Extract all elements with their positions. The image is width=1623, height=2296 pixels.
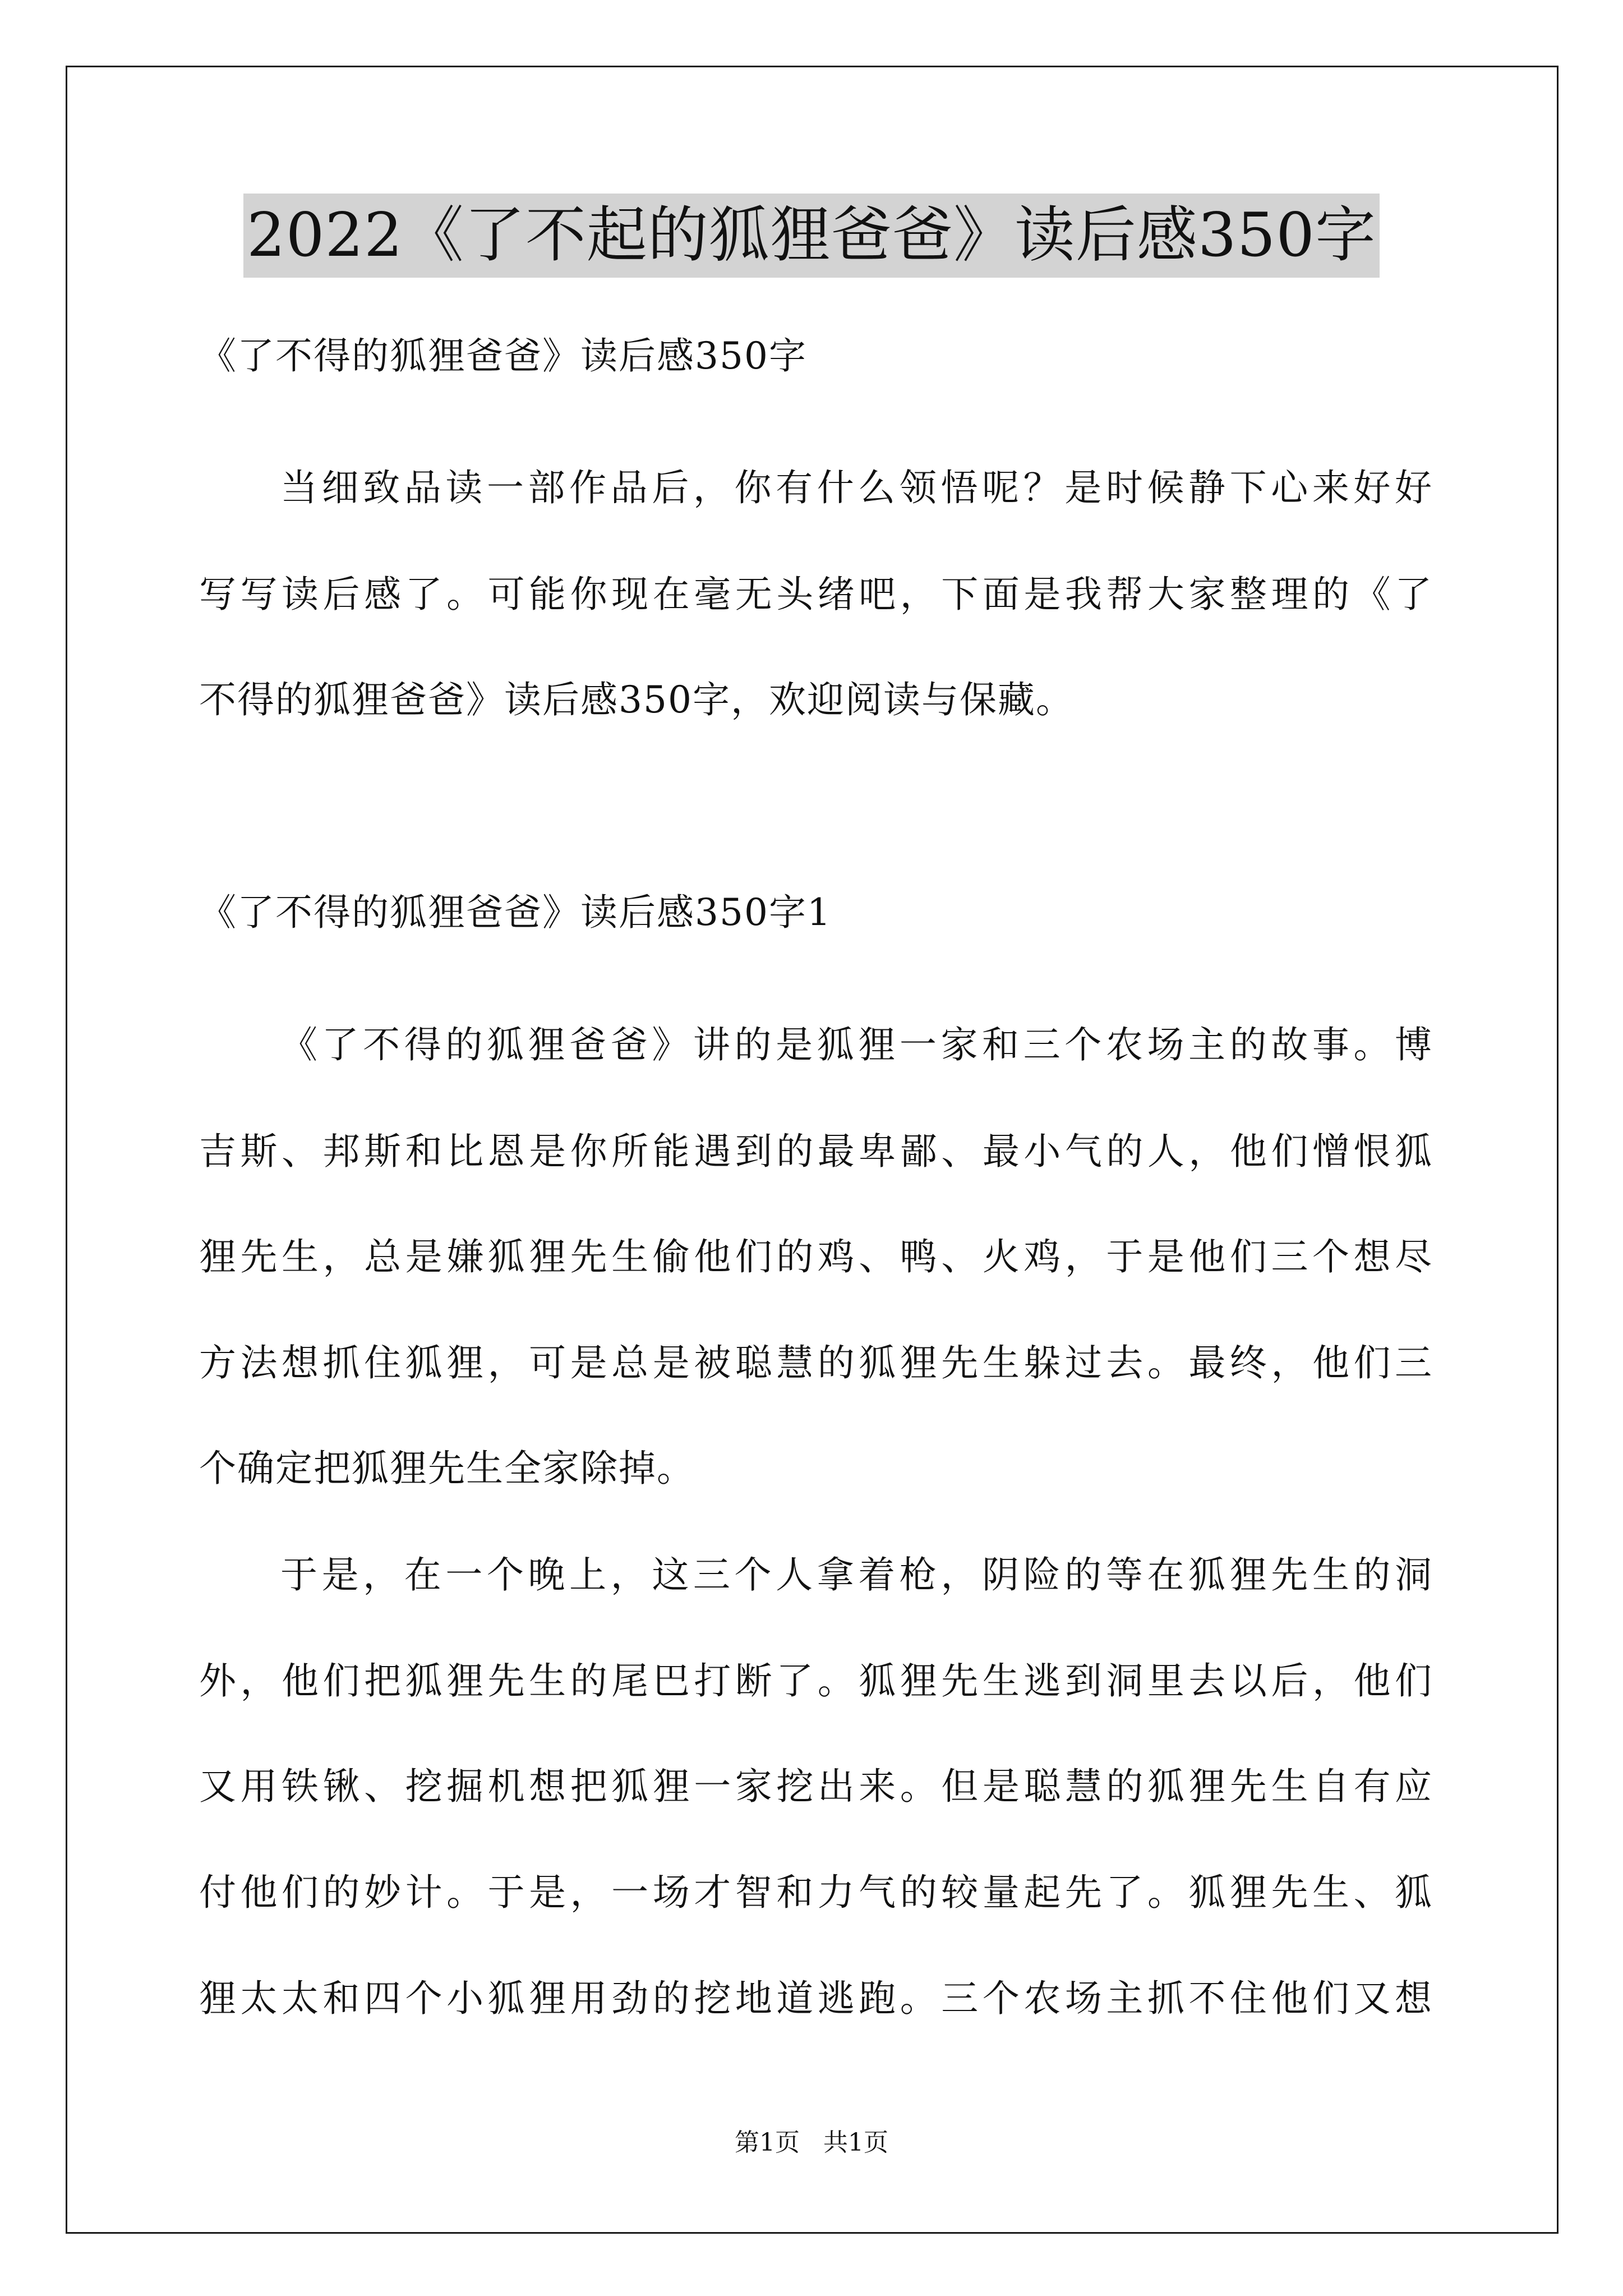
paragraph-2-line-5: 狸太太和四个小狐狸用劲的挖地道逃跑。三个农场主抓不住他们又想 [199,1977,1433,2020]
paragraph-2-line-1: 于是，在一个晚上，这三个人拿着枪，阴险的等在狐狸先生的洞 [280,1553,1433,1596]
paragraph-1-line-3: 狸先生，总是嫌狐狸先生偷他们的鸡、鸭、火鸡，于是他们三个想尽 [199,1235,1433,1278]
paragraph-1-line-4: 方法想抓住狐狸，可是总是被聪慧的狐狸先生躲过去。最终，他们三 [199,1341,1433,1384]
paragraph-1-line-5: 个确定把狐狸先生全家除掉。 [199,1447,695,1490]
paragraph-2-line-3: 又用铁锹、挖掘机想把狐狸一家挖出来。但是聪慧的狐狸先生自有应 [199,1765,1433,1808]
intro-line-3: 不得的狐狸爸爸》读后感350字，欢迎阅读与保藏。 [199,678,1074,721]
paragraph-1-line-2: 吉斯、邦斯和比恩是你所能遇到的最卑鄙、最小气的人，他们憎恨狐 [199,1130,1433,1173]
intro-line-1: 当细致品读一部作品后，你有什么领悟呢？是时候静下心来好好 [280,466,1433,509]
page-footer: 第1页 共1页 [735,2128,888,2157]
document-title-wrap [0,194,1623,278]
intro-line-2: 写写读后感了。可能你现在毫无头绪吧，下面是我帮大家整理的《了 [199,573,1433,616]
document-title: 2022《了不起的狐狸爸爸》读后感350字 [243,194,1380,278]
paragraph-2-line-4: 付他们的妙计。于是，一场才智和力气的较量起先了。狐狸先生、狐 [199,1871,1433,1914]
paragraph-1-line-1: 《了不得的狐狸爸爸》讲的是狐狸一家和三个农场主的故事。博 [280,1023,1433,1066]
subtitle-line: 《了不得的狐狸爸爸》读后感350字 [199,334,807,378]
paragraph-2-line-2: 外，他们把狐狸先生的尾巴打断了。狐狸先生逃到洞里去以后，他们 [199,1659,1433,1703]
section-heading: 《了不得的狐狸爸爸》读后感350字1 [199,891,832,934]
